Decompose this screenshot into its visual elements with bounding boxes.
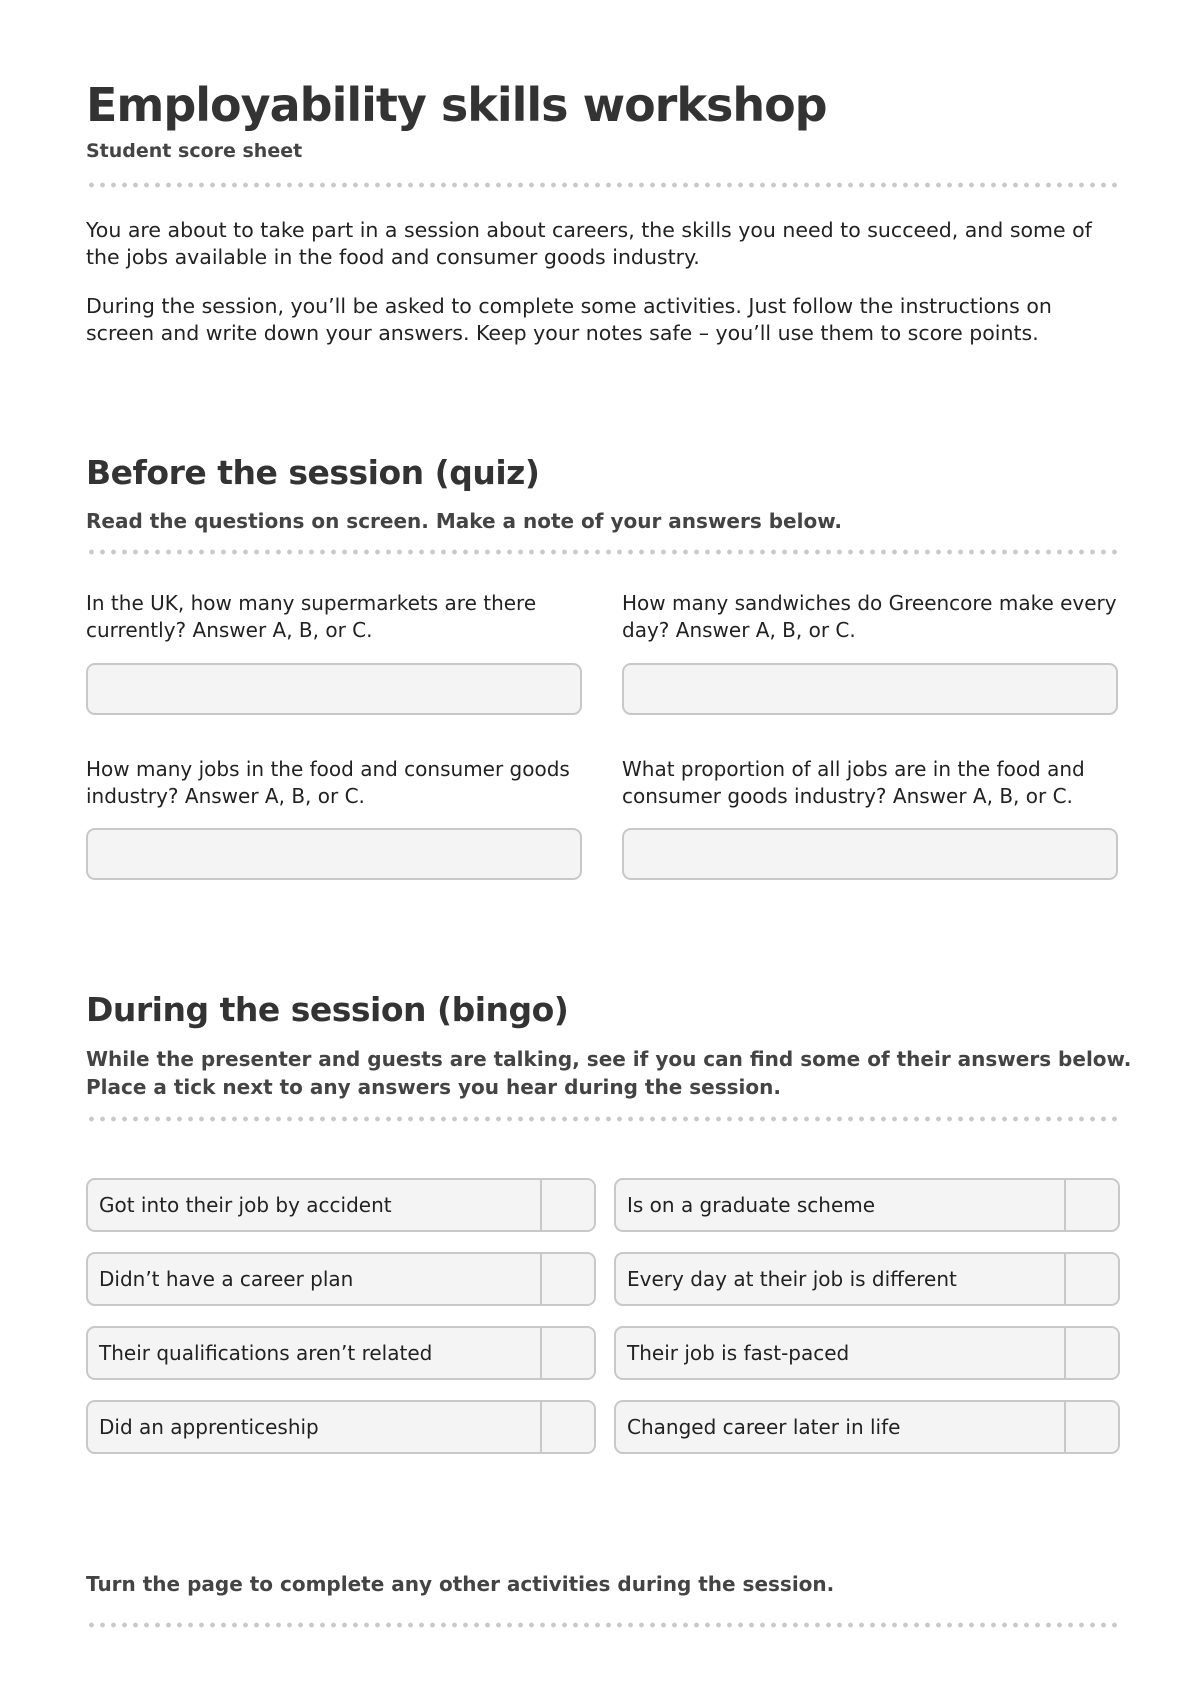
quiz-instruction: Read the questions on screen. Make a note of your answers below. (86, 509, 842, 533)
bingo-item-label: Did an apprenticeship (99, 1415, 319, 1439)
bingo-item-label: Their qualifications aren’t related (99, 1341, 433, 1365)
bingo-tick-box[interactable] (540, 1328, 594, 1378)
bingo-instruction: While the presenter and guests are talking, see if you can find some of their answers below. Place a tick next to any answers you hear during the session. (86, 1047, 1132, 1099)
bingo-tick-box[interactable] (1064, 1254, 1118, 1304)
page-title: Employability skills workshop (86, 78, 827, 132)
bingo-item (614, 1252, 1120, 1306)
bingo-tick-box[interactable] (540, 1402, 594, 1452)
bingo-heading: During the session (bingo) (86, 990, 569, 1029)
bingo-tick-box[interactable] (540, 1180, 594, 1230)
bingo-item (86, 1326, 596, 1380)
bingo-item (86, 1400, 596, 1454)
quiz-answer-field[interactable] (622, 663, 1118, 715)
bingo-item-label: Got into their job by accident (99, 1193, 392, 1217)
quiz-question: How many jobs in the food and consumer goods industry? Answer A, B, or C. (86, 757, 570, 808)
bingo-tick-box[interactable] (540, 1254, 594, 1304)
bingo-item (614, 1326, 1120, 1380)
dotted-divider (86, 1116, 1120, 1122)
bingo-item-label: Didn’t have a career plan (99, 1267, 354, 1291)
dotted-divider (86, 182, 1120, 188)
bingo-item (86, 1252, 596, 1306)
page-subtitle: Student score sheet (86, 140, 303, 162)
bingo-item-label: Their job is fast-paced (627, 1341, 850, 1365)
bingo-item-label: Every day at their job is different (627, 1267, 957, 1291)
quiz-question: How many sandwiches do Greencore make every day? Answer A, B, or C. (622, 591, 1117, 642)
bingo-item (614, 1400, 1120, 1454)
bingo-tick-box[interactable] (1064, 1402, 1118, 1452)
intro-paragraph: You are about to take part in a session about careers, the skills you need to succeed, and some of the jobs available in the food and consumer goods industry. (86, 218, 1092, 269)
score-sheet-page (86, 0, 1132, 1696)
dotted-divider (86, 1622, 1120, 1628)
bingo-item-label: Is on a graduate scheme (627, 1193, 876, 1217)
bingo-tick-box[interactable] (1064, 1180, 1118, 1230)
footer-note: Turn the page to complete any other activities during the session. (86, 1572, 835, 1596)
dotted-divider (86, 549, 1120, 555)
quiz-question: What proportion of all jobs are in the food and consumer goods industry? Answer A, B, or C. (622, 757, 1085, 808)
intro-paragraph: During the session, you’ll be asked to complete some activities. Just follow the instructions on screen and write down your answers. Keep your notes safe – you’ll use them to score points. (86, 294, 1052, 345)
quiz-answer-field[interactable] (86, 663, 582, 715)
quiz-answer-field[interactable] (622, 828, 1118, 880)
bingo-item (614, 1178, 1120, 1232)
bingo-item-label: Changed career later in life (627, 1415, 901, 1439)
bingo-tick-box[interactable] (1064, 1328, 1118, 1378)
quiz-answer-field[interactable] (86, 828, 582, 880)
quiz-heading: Before the session (quiz) (86, 453, 540, 492)
quiz-question: In the UK, how many supermarkets are there currently? Answer A, B, or C. (86, 591, 537, 642)
bingo-item (86, 1178, 596, 1232)
